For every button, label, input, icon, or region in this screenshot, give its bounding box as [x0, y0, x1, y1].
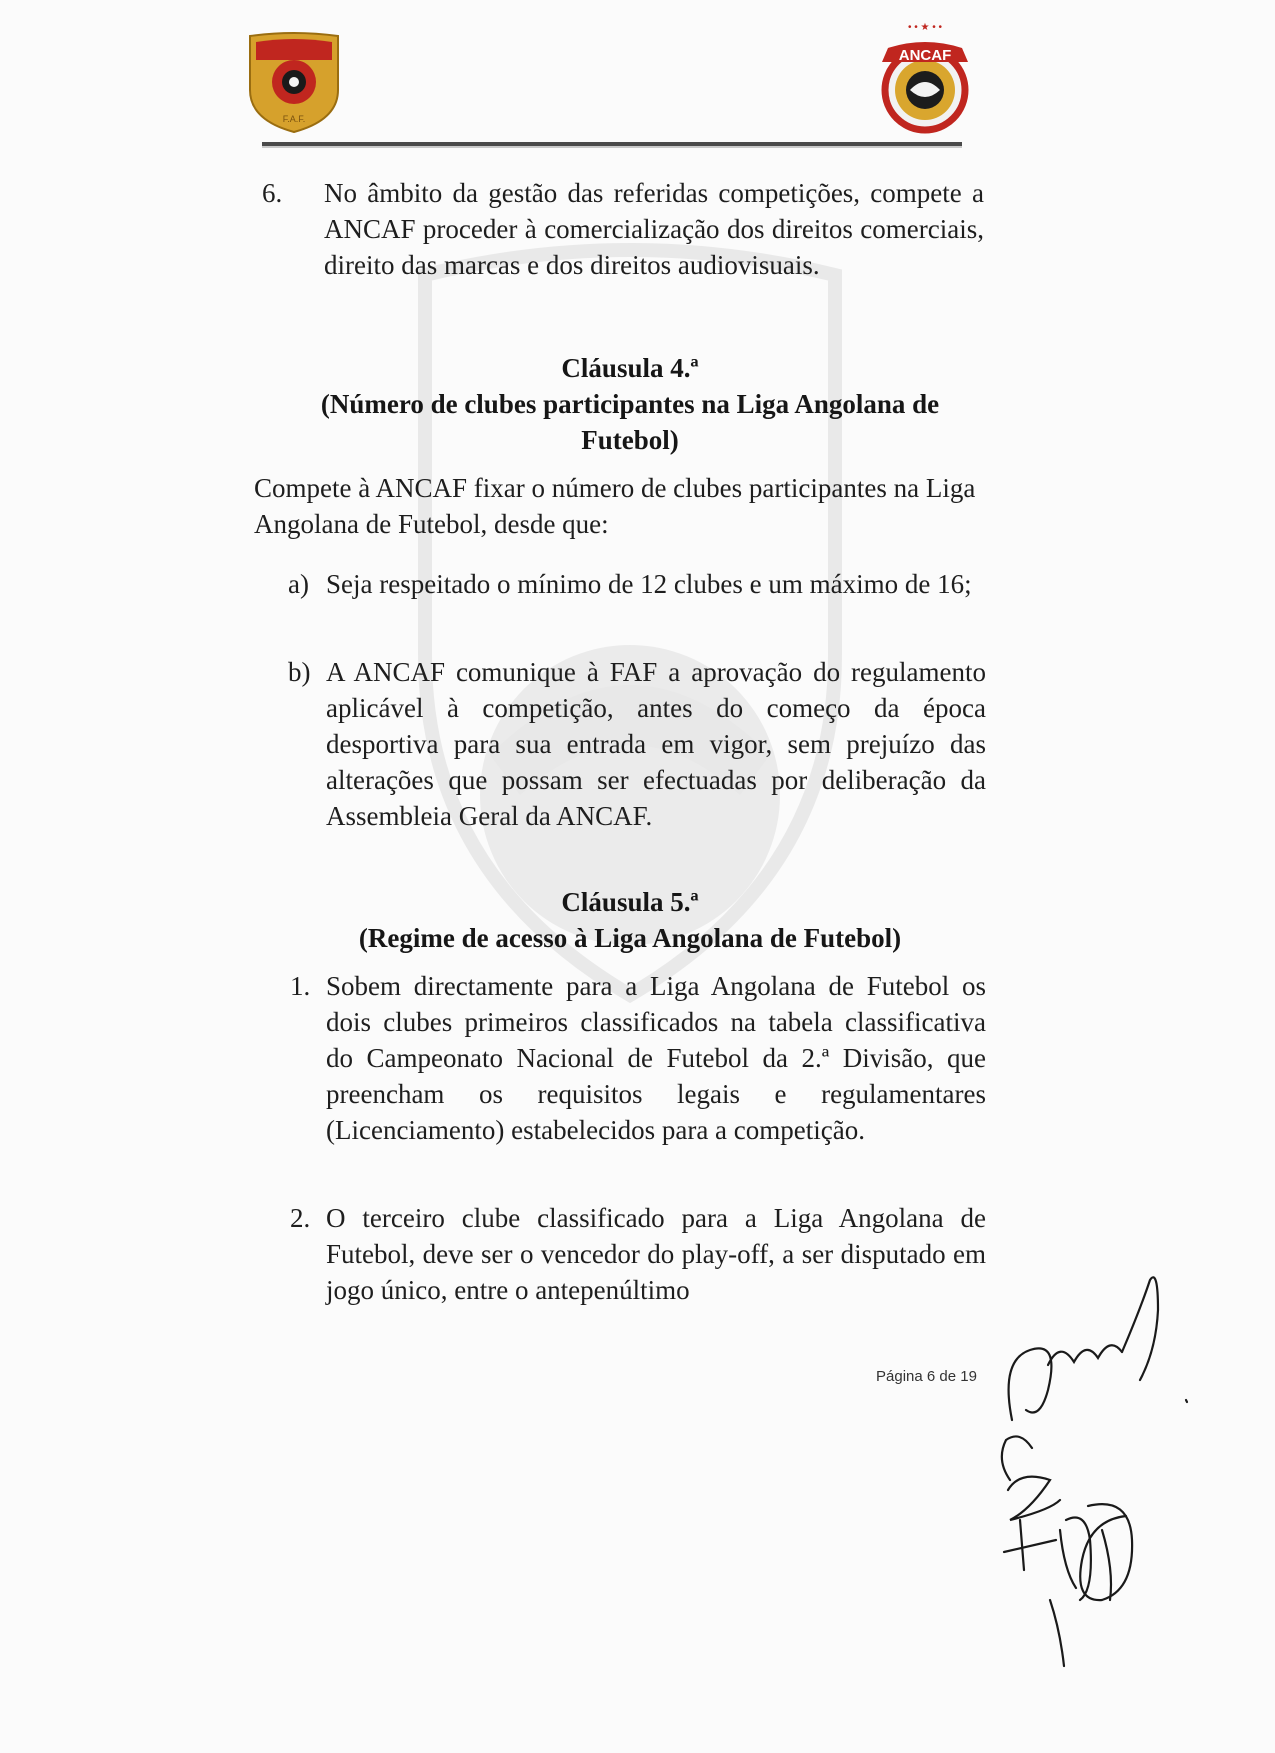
clause-5-item-2: O terceiro clube classificado para a Liga Angolana de Futebol, deve ser o vencedor do play-off, a ser disputado em jogo único, entre o antepenúltimo	[326, 1203, 986, 1305]
header-divider	[262, 142, 962, 146]
list-item-text: A ANCAF comunique à FAF a aprovação do regulamento aplicável à competição, antes do começo da época desportiva para sua entrada em vigor, sem prejuízo das alterações que possam ser efectuadas por deliberação da Assembleia Geral da ANCAF.	[326, 657, 986, 831]
ancaf-logo-icon	[870, 18, 980, 136]
page-number: Página 6 de 19	[876, 1368, 977, 1385]
svg-text:ANCAF: ANCAF	[898, 47, 952, 64]
clause-5-title: Cláusula 5.ª	[561, 887, 699, 917]
clause-4-intro: Compete à ANCAF fixar o número de clubes participantes na Liga Angolana de Futebol, desde que:	[254, 473, 976, 539]
clause-5-item-1: Sobem directamente para a Liga Angolana de Futebol os dois clubes primeiros classificados na tabela classificativa do Campeonato Nacional de Futebol da 2.ª Divisão, que preencham os requisitos legais e regulamentares (Licenciamento) estabelecidos para a competição.	[326, 971, 986, 1145]
svg-text:F.A.F.: F.A.F.	[282, 114, 306, 124]
paragraph-6: No âmbito da gestão das referidas competições, compete a ANCAF proceder à comercialização dos direitos comerciais, direito das marcas e dos direitos audiovisuais.	[324, 178, 984, 280]
item-number: 2.	[290, 1203, 311, 1233]
list-item-label: b)	[288, 657, 311, 687]
item-number: 1.	[290, 971, 311, 1001]
clause-4-subtitle-line2: Futebol)	[581, 425, 679, 455]
handwritten-signature-icon	[990, 1270, 1220, 1670]
clause-5-subtitle: (Regime de acesso à Liga Angolana de Futebol)	[358, 923, 902, 953]
list-item-text: Seja respeitado o mínimo de 12 clubes e um máximo de 16;	[326, 569, 972, 599]
clause-4-title: Cláusula 4.ª	[561, 353, 699, 383]
item-number: 6.	[262, 178, 283, 208]
list-item-label: a)	[288, 569, 309, 599]
svg-text:• • ★ • •: • • ★ • •	[907, 22, 943, 33]
faf-logo-icon	[246, 30, 342, 134]
clause-4-subtitle-line1: (Número de clubes participantes na Liga Angolana de	[320, 389, 940, 419]
